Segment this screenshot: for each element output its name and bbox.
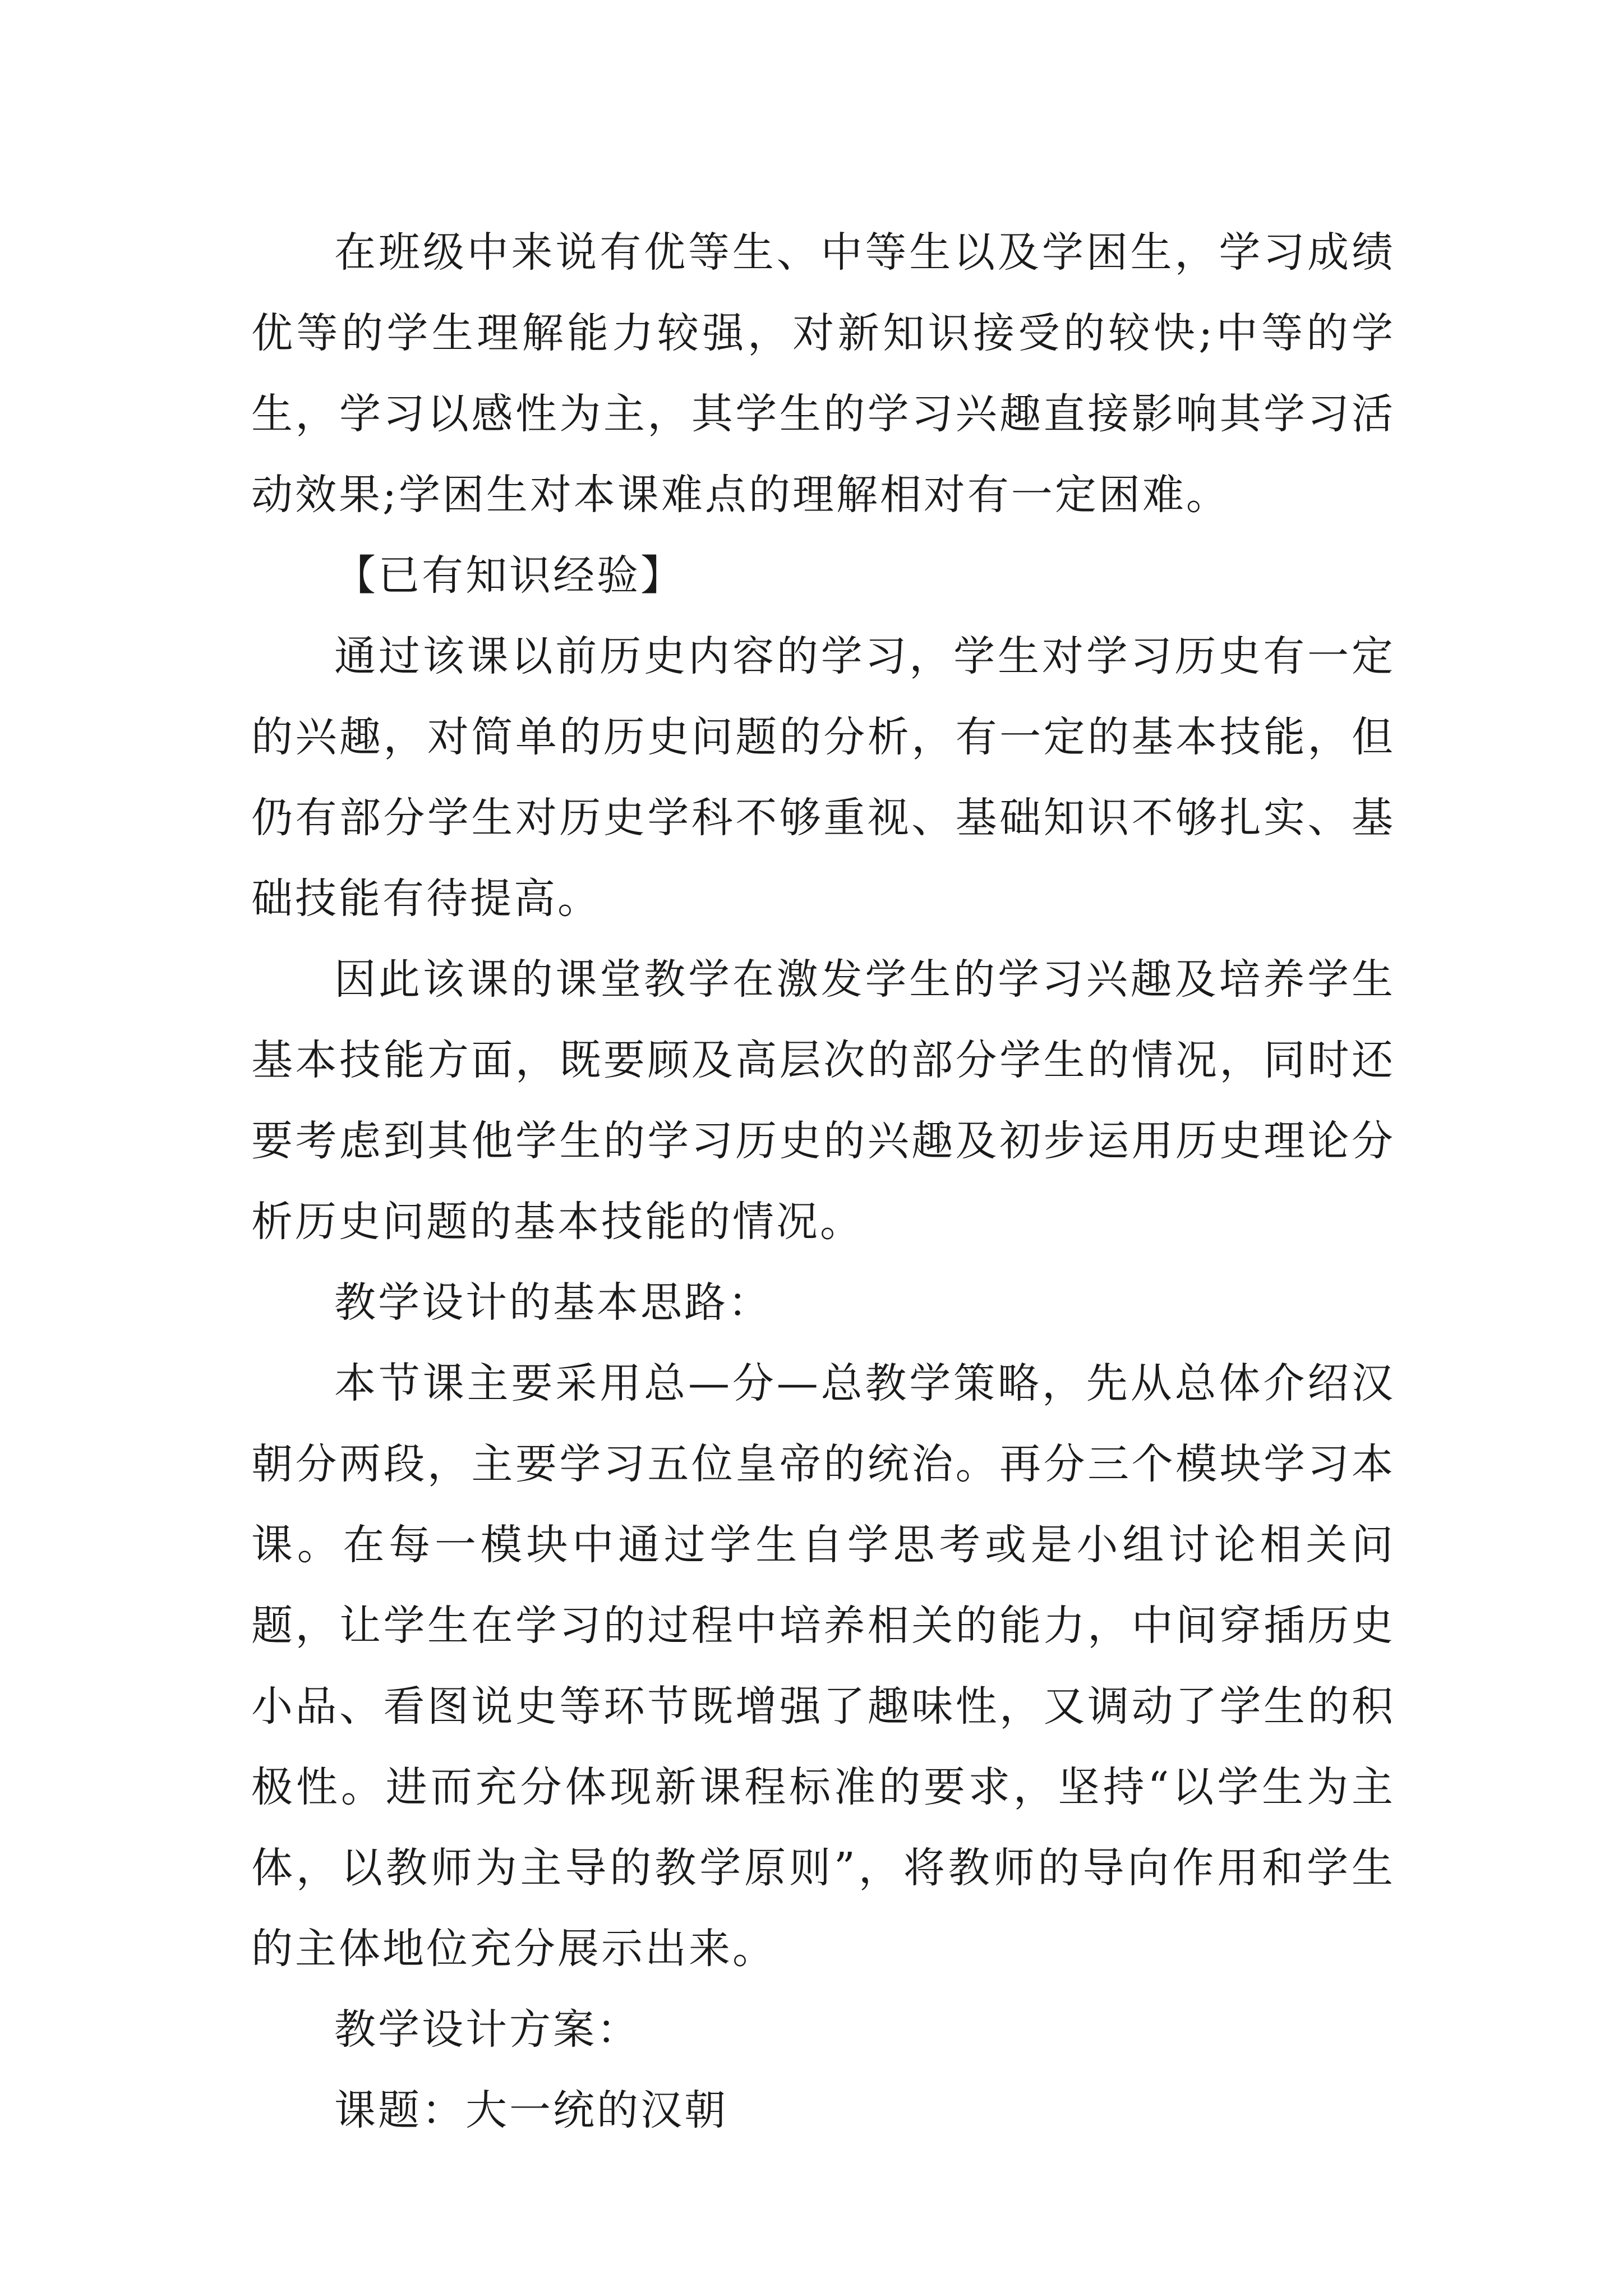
paragraph-design-approach: 本节课主要采用总—分—总教学策略，先从总体介绍汉朝分两段，主要学习五位皇帝的统治。再分三个模块学习本课。在每一模块中通过学生自学思考或是小组讨论相关问题，让学生在学习的过程中培养相关的能力，中间穿插历史小品、看图说史等环节既增强了趣味性，又调动了学生的积极性。进而充分体现新课程标准的要求，坚持“以学生为主体，以教师为主导的教学原则”，将教师的导向作用和学生的主体地位充分展示出来。 — [251, 1359, 1395, 1973]
heading-design-approach: 教学设计的基本思路： — [334, 1278, 772, 1327]
paragraph-prior-learning: 通过该课以前历史内容的学习，学生对学习历史有一定的兴趣，对简单的历史问题的分析，有一定的基本技能，但仍有部分学生对历史学科不够重视、基础知识不够扎实、基础技能有待提高。 — [251, 632, 1395, 923]
heading-prior-knowledge: 【已有知识经验】 — [334, 551, 684, 600]
document-body — [251, 212, 1395, 2151]
heading-design-plan: 教学设计方案： — [334, 2005, 640, 2054]
paragraph-teaching-focus: 因此该课的课堂教学在激发学生的学习兴趣及培养学生基本技能方面，既要顾及高层次的部分学生的情况，同时还要考虑到其他学生的学习历史的兴趣及初步运用历史理论分析历史问题的基本技能的情况。 — [251, 955, 1395, 1246]
paragraph-student-levels: 在班级中来说有优等生、中等生以及学困生，学习成绩优等的学生理解能力较强，对新知识接受的较快;中等的学生，学习以感性为主，其学生的学习兴趣直接影响其学习活动效果;学困生对本课难点的理解相对有一定困难。 — [251, 228, 1395, 519]
lesson-topic: 课题：大一统的汉朝 — [334, 2086, 728, 2134]
